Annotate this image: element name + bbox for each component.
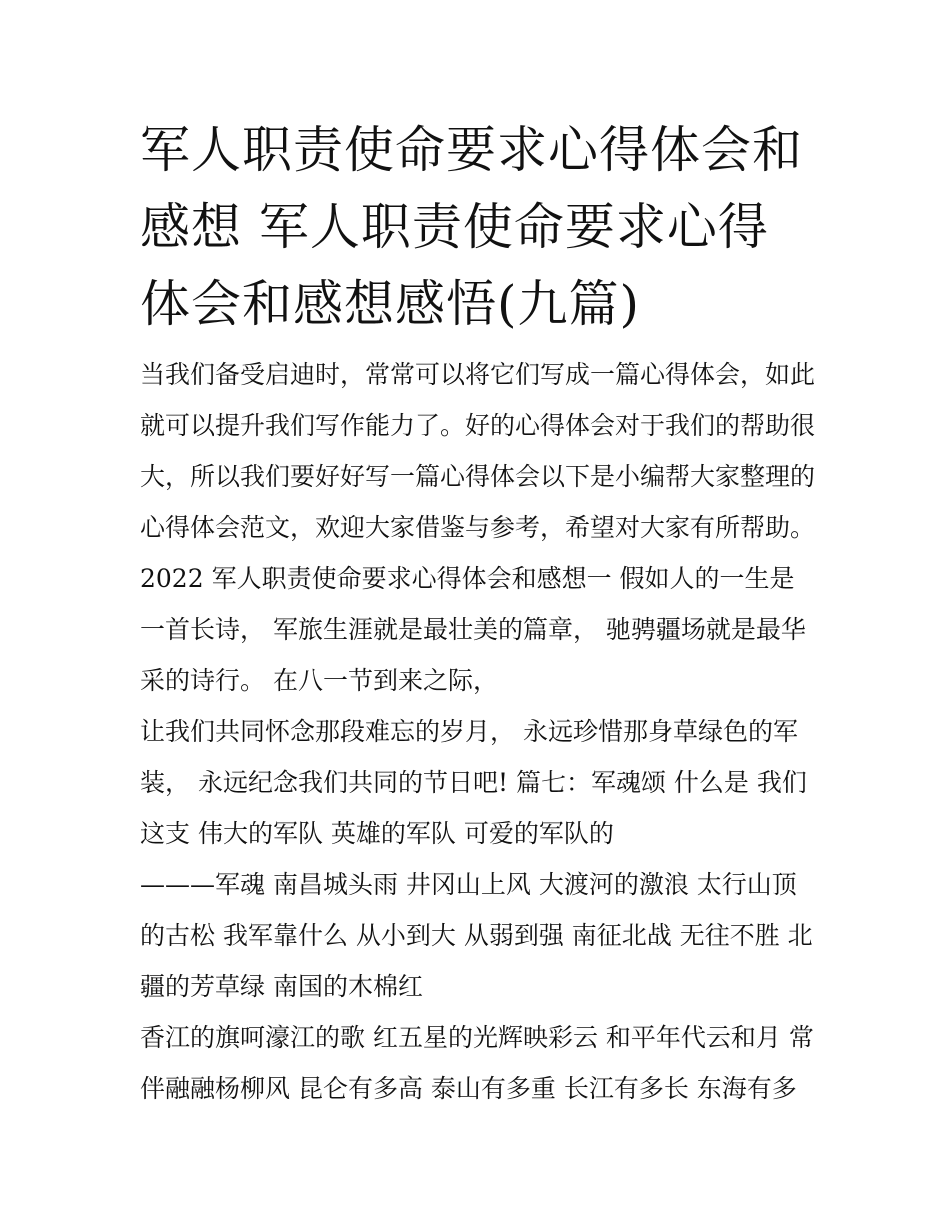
- paragraph-intro: 当我们备受启迪时，常常可以将它们写成一篇心得体会，如此就可以提升我们写作能力了。好的心得体会对于我们的帮助很大，所以我们要好好写一篇心得体会以下是小编帮大家整理的心得体会范文，欢迎大家借鉴与参考，希望对大家有所帮助。: [140, 360, 816, 542]
- paragraph-section-one: 2022 军人职责使命要求心得体会和感想一 假如人的一生是一首长诗， 军旅生涯就是最壮美的篇章， 驰骋疆场就是最华采的诗行。 在八一节到来之际，: [140, 564, 806, 695]
- document-page: [140, 112, 815, 1114]
- paragraph-festival: 让我们共同怀念那段难忘的岁月， 永远珍惜那身草绿色的军装， 永远纪念我们共同的节日吧! 篇七：军魂颂 什么是 我们这支 伟大的军队 英雄的军队 可爱的军队的: [140, 717, 807, 848]
- document-title: 军人职责使命要求心得体会和感想 军人职责使命要求心得体会和感想感悟(九篇): [140, 121, 803, 333]
- paragraph-flag-song: 香江的旗呵濠江的歌 红五星的光辉映彩云 和平年代云和月 常伴融融杨柳风 昆仑有多高 泰山有多重 长江有多长 东海有多: [140, 1023, 814, 1103]
- paragraph-army-soul: ———军魂 南昌城头雨 井冈山上风 大渡河的激浪 太行山顶的古松 我军靠什么 从小到大 从弱到强 南征北战 无往不胜 北疆的芳草绿 南国的木棉红: [140, 870, 813, 1001]
